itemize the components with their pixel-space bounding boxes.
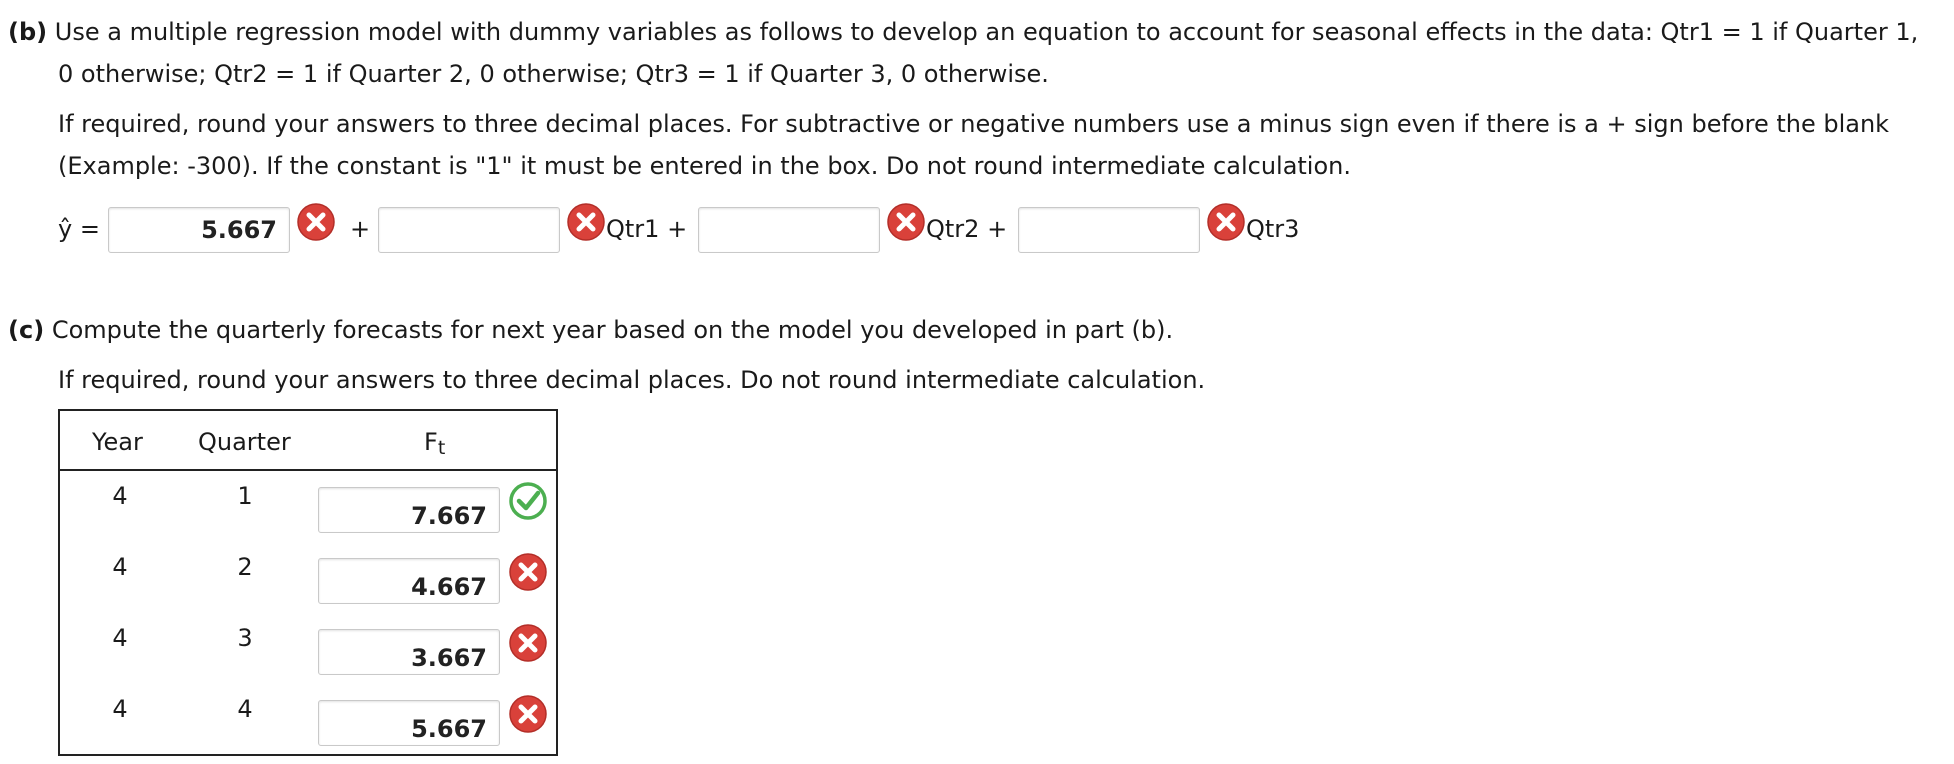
forecast-table <box>58 409 558 756</box>
table-row <box>60 544 556 615</box>
table-row <box>60 473 556 544</box>
part-c-question-text: Compute the quarterly forecasts for next year based on the model you developed in part (b). <box>51 316 1174 344</box>
qtr2-label: Qtr2 + <box>926 215 1008 243</box>
incorrect-icon <box>296 202 336 242</box>
constant-input[interactable]: 5.667 <box>108 207 290 253</box>
cell-quarter: 1 <box>237 482 253 510</box>
cell-quarter: 3 <box>237 624 253 652</box>
part-c-question <box>8 315 1173 345</box>
forecast-input[interactable]: 7.667 <box>318 487 500 533</box>
cell-year: 4 <box>112 624 128 652</box>
table-header <box>60 411 556 471</box>
correct-icon <box>508 481 548 521</box>
incorrect-icon <box>508 623 548 663</box>
table-row <box>60 686 556 757</box>
qtr3-coefficient-input[interactable] <box>1018 207 1200 253</box>
equation-lhs: ŷ = <box>58 215 100 243</box>
header-year: Year <box>92 428 143 456</box>
cell-quarter: 2 <box>237 553 253 581</box>
incorrect-icon <box>508 694 548 734</box>
plus-sign: + <box>350 215 371 243</box>
cell-year: 4 <box>112 695 128 723</box>
incorrect-icon <box>886 202 926 242</box>
forecast-input[interactable]: 5.667 <box>318 700 500 746</box>
part-b-instruction-line2: (Example: -300). If the constant is "1" it must be entered in the box. Do not round intermediate calculation. <box>58 152 1351 180</box>
part-b-instruction-line1: If required, round your answers to three decimal places. For subtractive or negative numbers use a minus sign even if there is a + sign before the blank <box>58 110 1890 138</box>
qtr1-label: Qtr1 + <box>606 215 688 243</box>
part-c-label: (c) <box>8 316 45 344</box>
incorrect-icon <box>1206 202 1246 242</box>
part-b-question-line2: 0 otherwise; Qtr2 = 1 if Quarter 2, 0 otherwise; Qtr3 = 1 if Quarter 3, 0 otherwise. <box>58 60 1049 88</box>
cell-year: 4 <box>112 482 128 510</box>
cell-quarter: 4 <box>237 695 253 723</box>
forecast-input[interactable]: 3.667 <box>318 629 500 675</box>
part-b-question-line1 <box>8 17 1918 47</box>
part-c-instruction: If required, round your answers to three decimal places. Do not round intermediate calculation. <box>58 366 1206 394</box>
part-b-question-text-1: Use a multiple regression model with dummy variables as follows to develop an equation to account for seasonal effects in the data: Qtr1 = 1 if Quarter 1, <box>54 18 1919 46</box>
qtr2-coefficient-input[interactable] <box>698 207 880 253</box>
cell-year: 4 <box>112 553 128 581</box>
part-b-label: (b) <box>8 18 48 46</box>
incorrect-icon <box>566 202 606 242</box>
table-row <box>60 615 556 686</box>
incorrect-icon <box>508 552 548 592</box>
header-forecast <box>424 427 445 459</box>
regression-equation <box>58 202 1338 256</box>
header-forecast-main: F <box>424 428 438 456</box>
forecast-input[interactable]: 4.667 <box>318 558 500 604</box>
qtr3-label: Qtr3 <box>1246 215 1300 243</box>
qtr1-coefficient-input[interactable] <box>378 207 560 253</box>
header-forecast-subscript: t <box>437 437 446 459</box>
header-quarter: Quarter <box>198 428 291 456</box>
